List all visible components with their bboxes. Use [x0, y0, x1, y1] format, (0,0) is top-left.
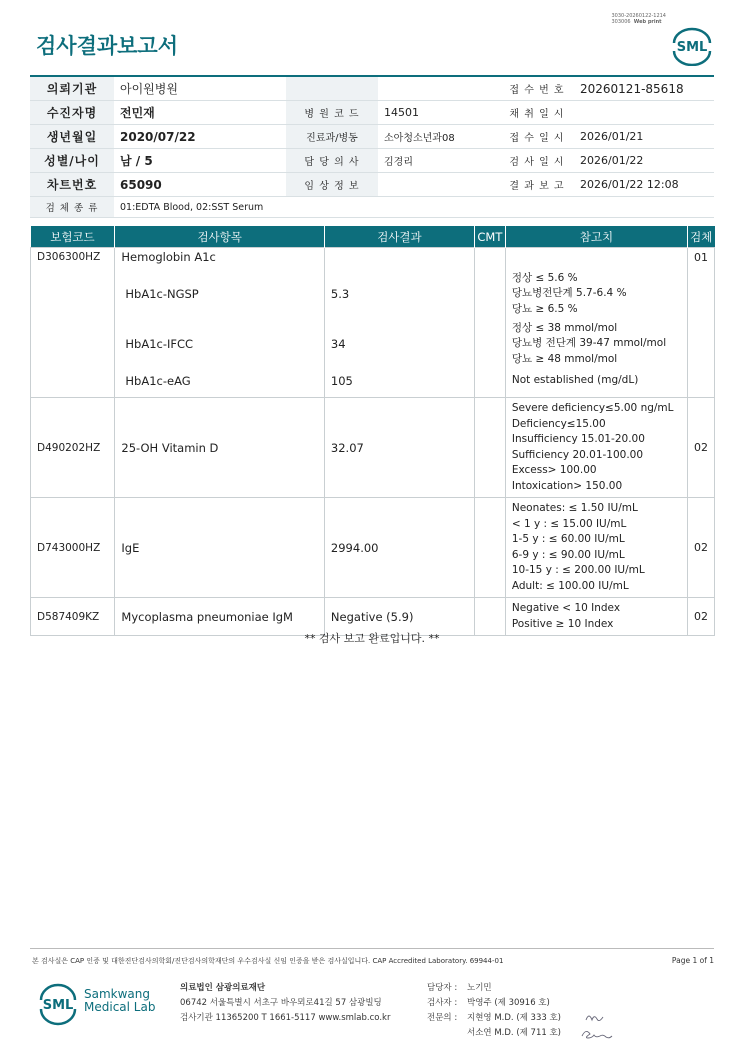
- ref-line: 당뇨 ≥ 48 mmol/mol: [511, 352, 618, 365]
- result-value: 5.3: [330, 287, 350, 301]
- result-value: 105: [330, 374, 353, 388]
- sml-footer-logo: [36, 982, 80, 1026]
- col-header: CMT: [474, 226, 505, 248]
- info-value: 전민재: [114, 101, 286, 125]
- info-label: 검 사 일 시: [500, 149, 574, 173]
- ref-line: Sufficiency 20.01-100.00: [511, 448, 644, 461]
- info-row: [30, 76, 714, 101]
- staff-name: 박영주 (제 30916 호): [467, 998, 550, 1008]
- organization-info: [180, 981, 390, 1026]
- info-value: 2026/01/22 12:08: [574, 173, 714, 197]
- info-label: 생년월일: [30, 125, 114, 149]
- info-label: [286, 76, 378, 101]
- info-value: [378, 173, 500, 197]
- sub-test-name: HbA1c-eAG: [125, 374, 191, 388]
- specimen-label: 검 체 종 류: [30, 197, 114, 218]
- insurance-code: D743000HZ: [31, 498, 115, 598]
- cmt-cell: [474, 498, 505, 598]
- page-number: Page 1 of 1: [671, 956, 714, 965]
- ref-line: Excess> 100.00: [511, 464, 597, 476]
- info-value: 아이원병원: [114, 76, 286, 101]
- col-header: 검체: [687, 226, 714, 248]
- svg-text:SML: SML: [42, 998, 74, 1013]
- staff-name: 지현영 M.D. (제 333 호): [467, 1013, 562, 1023]
- reference-range: [505, 248, 687, 398]
- info-label: 접 수 번 호: [500, 76, 574, 101]
- ref-line: < 1 y : ≤ 15.00 IU/mL: [511, 517, 627, 530]
- cmt-cell: [474, 248, 505, 398]
- ref-line: Neonates: ≤ 1.50 IU/mL: [511, 502, 638, 514]
- reference-range: [505, 498, 687, 598]
- table-row: [31, 498, 715, 598]
- insurance-code: D587409KZ: [31, 598, 115, 636]
- ref-line: Not established (mg/dL): [511, 374, 639, 387]
- ref-line: 정상 ≤ 38 mmol/mol: [511, 321, 618, 334]
- ref-line: Deficiency≤15.00: [511, 417, 606, 430]
- info-row: [30, 149, 714, 173]
- info-label: 채 취 일 시: [500, 101, 574, 125]
- cmt-cell: [474, 398, 505, 498]
- organization-contact: 검사기관 11365200 T 1661-5117 www.smlab.co.kr: [180, 1013, 391, 1023]
- svg-text:SML: SML: [676, 40, 708, 55]
- brand-name: Samkwang Medical Lab: [84, 987, 156, 1014]
- reference-range: [505, 398, 687, 498]
- ref-line: Severe deficiency≤5.00 ng/mL: [511, 402, 674, 414]
- staff-role: 담당자 :: [427, 983, 458, 993]
- test-name: Hemoglobin A1c: [121, 250, 216, 264]
- report-complete-note: ** 검사 보고 완료입니다. **: [304, 632, 440, 645]
- info-value: [574, 101, 714, 125]
- col-header: 검사항목: [115, 226, 325, 248]
- ref-line: Positive ≥ 10 Index: [511, 617, 614, 630]
- ref-line: Negative < 10 Index: [511, 602, 621, 614]
- specimen-code: 01: [687, 248, 714, 398]
- info-value: 소아청소년과08: [378, 125, 500, 149]
- info-value: 65090: [114, 173, 286, 197]
- info-row: [30, 125, 714, 149]
- test-name: IgE: [115, 498, 325, 598]
- info-label: 진료과/병동: [286, 125, 378, 149]
- test-name: 25-OH Vitamin D: [115, 398, 325, 498]
- staff-name: 서소연 M.D. (제 711 호): [467, 1028, 562, 1038]
- report-title: 검사결과보고서: [36, 34, 179, 58]
- test-result: [324, 248, 474, 398]
- ref-line: 1-5 y : ≤ 60.00 IU/mL: [511, 533, 625, 545]
- info-value: 20260121-85618: [574, 76, 714, 101]
- col-header: 검사결과: [324, 226, 474, 248]
- staff-list: [427, 981, 561, 1041]
- ref-line: 6-9 y : ≤ 90.00 IU/mL: [511, 548, 625, 561]
- ref-line: 10-15 y : ≤ 200.00 IU/mL: [511, 564, 645, 576]
- cap-accreditation-note: 본 검사실은 CAP 인증 및 대한진단검사의학회/진단검사의학재단의 우수검사실 신임 인증을 받은 검사실입니다. CAP Accredited Laboratory. 69944-01: [32, 957, 504, 965]
- result-value: 34: [330, 337, 346, 351]
- info-value: [378, 76, 500, 101]
- info-label: 의뢰기관: [30, 76, 114, 101]
- ref-line: Adult: ≤ 100.00 IU/mL: [511, 579, 629, 592]
- info-label: 수진자명: [30, 101, 114, 125]
- ref-line: 당뇨병전단계 5.7-6.4 %: [511, 287, 627, 300]
- info-row: [30, 101, 714, 125]
- info-label: 성별/나이: [30, 149, 114, 173]
- patient-info-table: [30, 75, 714, 218]
- info-label: 결 과 보 고: [500, 173, 574, 197]
- signature-image: [578, 1008, 618, 1042]
- insurance-code: D306300HZ: [31, 248, 115, 398]
- organization-address: 06742 서울특별시 서초구 바우뫼로41길 57 삼광빌딩: [180, 998, 382, 1008]
- info-label: 임 상 정 보: [286, 173, 378, 197]
- ref-line: Insufficiency 15.01-20.00: [511, 433, 645, 445]
- test-name: Mycoplasma pneumoniae IgM: [115, 598, 325, 636]
- info-label: 병 원 코 드: [286, 101, 378, 125]
- specimen-code: 02: [687, 598, 714, 636]
- info-label: 접 수 일 시: [500, 125, 574, 149]
- insurance-code: D490202HZ: [31, 398, 115, 498]
- specimen-row: [30, 197, 714, 218]
- results-table: [30, 226, 715, 636]
- result-value: 32.07: [324, 398, 474, 498]
- info-value: 남 / 5: [114, 149, 286, 173]
- organization-name: 의료법인 삼광의료재단: [180, 983, 266, 993]
- specimen-code: 02: [687, 398, 714, 498]
- result-value: 2994.00: [324, 498, 474, 598]
- ref-line: Intoxication> 150.00: [511, 479, 623, 492]
- table-row: [31, 398, 715, 498]
- specimen-value: 01:EDTA Blood, 02:SST Serum: [114, 197, 714, 218]
- staff-name: 노기민: [467, 983, 492, 993]
- info-row: [30, 173, 714, 197]
- footer-divider: [30, 948, 714, 949]
- specimen-code: 02: [687, 498, 714, 598]
- ref-line: 당뇨병 전단계 39-47 mmol/mol: [511, 337, 667, 350]
- results-header: [31, 226, 715, 248]
- sub-test-name: HbA1c-NGSP: [125, 287, 199, 301]
- ref-line: 당뇨 ≥ 6.5 %: [511, 302, 578, 315]
- info-value: 14501: [378, 101, 500, 125]
- info-label: 담 당 의 사: [286, 149, 378, 173]
- sub-test-name: HbA1c-IFCC: [125, 337, 194, 351]
- staff-role: 전문의 :: [427, 1013, 458, 1023]
- result-value: Negative (5.9): [324, 598, 474, 636]
- ref-line: 정상 ≤ 5.6 %: [511, 271, 578, 284]
- test-item: [115, 248, 325, 398]
- table-row: [31, 248, 715, 398]
- sml-logo: [668, 26, 716, 66]
- staff-role: 검사자 :: [427, 998, 458, 1008]
- info-value: 김경리: [378, 149, 500, 173]
- col-header: 참고치: [505, 226, 687, 248]
- col-header: 보험코드: [31, 226, 115, 248]
- info-label: 차트번호: [30, 173, 114, 197]
- info-value: 2026/01/22: [574, 149, 714, 173]
- print-code: 3030-20260122-1214 303006 Web print: [611, 13, 666, 25]
- info-value: 2020/07/22: [114, 125, 286, 149]
- info-value: 2026/01/21: [574, 125, 714, 149]
